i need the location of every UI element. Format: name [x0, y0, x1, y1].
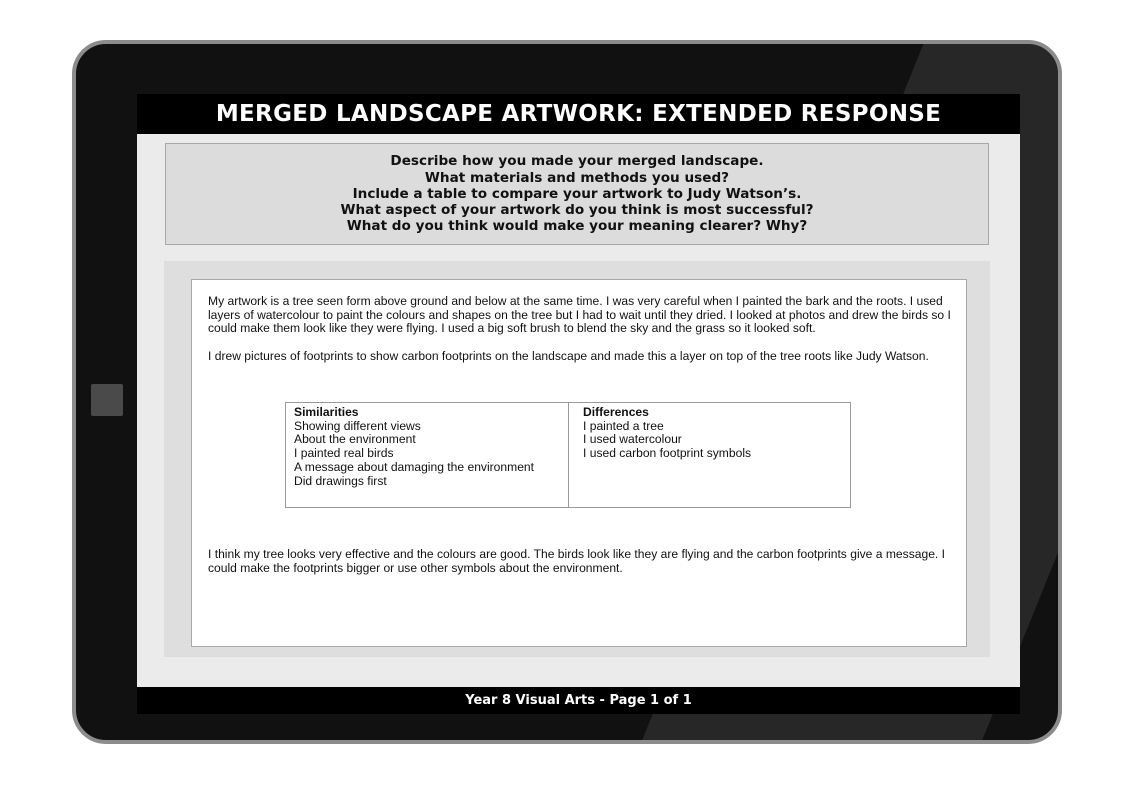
similarity-item: I painted real birds — [294, 446, 394, 461]
difference-item: I used watercolour — [583, 432, 682, 447]
similarity-item: A message about damaging the environment — [294, 459, 535, 474]
similarities-column — [286, 403, 569, 507]
response-paragraph-2: I drew pictures of footprints to show carbon footprints on the landscape and made this a layer on top of the tree roots like Judy Watson. — [208, 349, 929, 363]
differences-header: Differences — [583, 405, 649, 419]
prompt-line: Describe how you made your merged landscape. — [390, 153, 764, 170]
prompt-box — [165, 143, 989, 245]
similarity-item: Did drawings first — [294, 473, 387, 488]
prompt-line: Include a table to compare your artwork to Judy Watson’s. — [352, 185, 802, 202]
similarity-item: About the environment — [294, 432, 416, 447]
answer-frame — [164, 261, 990, 657]
difference-item: I used carbon footprint symbols — [583, 446, 752, 461]
tablet-screen — [137, 94, 1020, 714]
comparison-table — [285, 402, 851, 508]
response-paragraph-1: My artwork is a tree seen form above ground and below at the same time. I was very careful when I painted the bark and the roots. I used layers of watercolour to paint the colours and shapes on the tree but I had to wait until they dried. I looked at photos and drew the birds so I could make them look like they were flying. I used a big soft brush to blend the sky and the grass so it looked soft. — [208, 294, 951, 336]
prompt-line: What do you think would make your meaning clearer? Why? — [346, 218, 808, 235]
prompt-line: What materials and methods you used? — [424, 169, 730, 186]
similarity-item: Showing different views — [294, 418, 421, 433]
prompt-line: What aspect of your artwork do you think is most successful? — [340, 202, 814, 219]
differences-column — [569, 403, 850, 507]
home-button[interactable] — [91, 384, 123, 416]
page-footer: Year 8 Visual Arts - Page 1 of 1 — [137, 687, 1020, 714]
page-title: MERGED LANDSCAPE ARTWORK: EXTENDED RESPONSE — [137, 94, 1020, 134]
similarities-header: Similarities — [294, 405, 359, 419]
tablet-frame — [72, 40, 1062, 744]
document-body — [137, 134, 1020, 687]
answer-text-area[interactable] — [191, 279, 967, 647]
response-paragraph-3: I think my tree looks very effective and the colours are good. The birds look like they are flying and the carbon footprints give a message. I could make the footprints bigger or use other symbols about the environment. — [208, 547, 945, 575]
difference-item: I painted a tree — [583, 418, 664, 433]
